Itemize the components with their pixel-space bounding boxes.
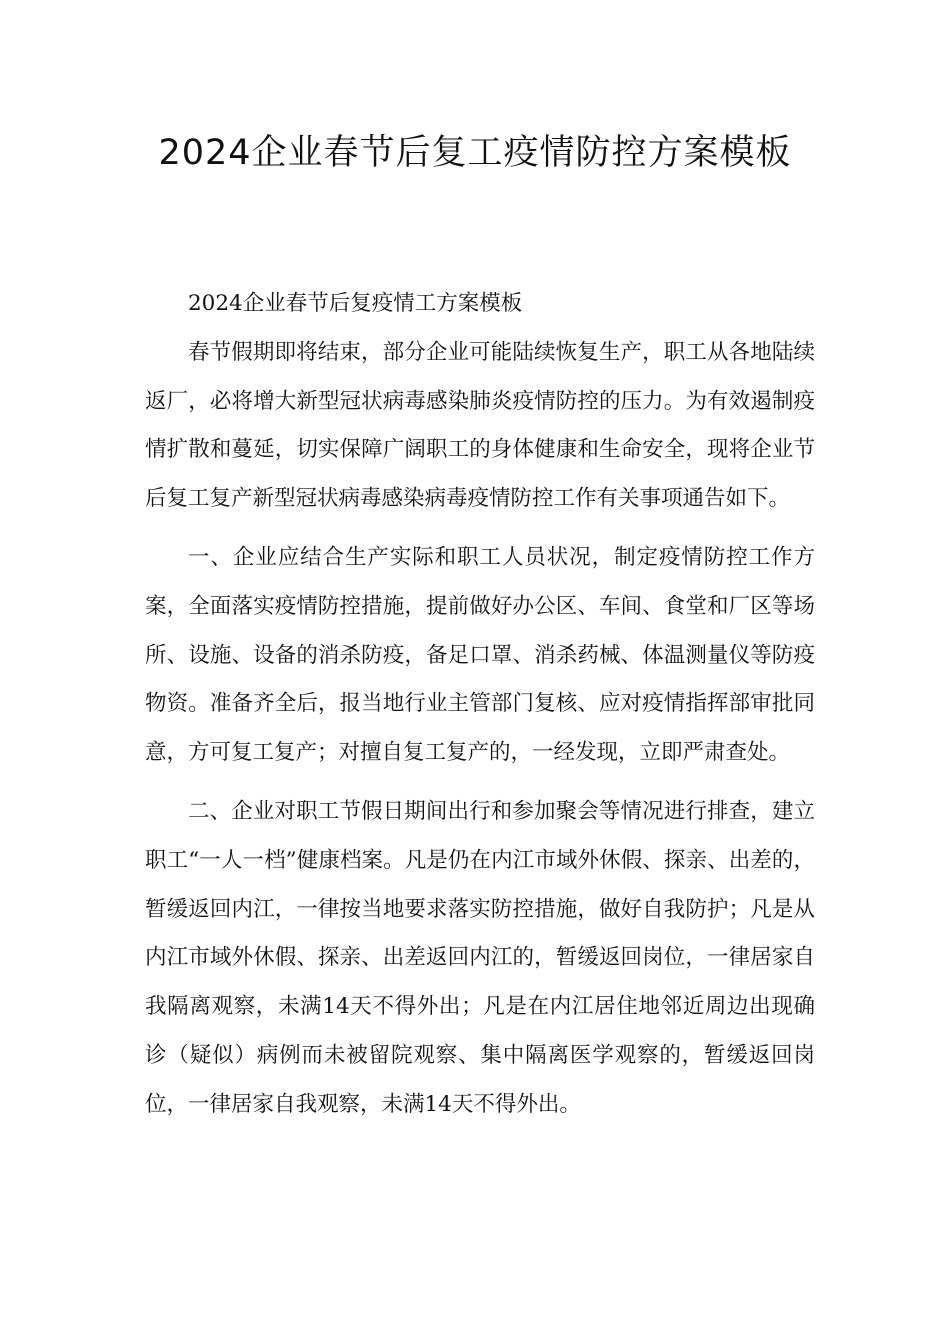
paragraph-intro: 春节假期即将结束，部分企业可能陆续恢复生产，职工从各地陆续返厂，必将增大新型冠状病毒感染肺炎疫情防控的压力。为有效遏制疫情扩散和蔓延，切实保障广阔职工的身体健康和生命安全，现将企业节后复工复产新型冠状病毒感染病毒疫情防控工作有关事项通告如下。 bbox=[145, 339, 815, 512]
document-title: 2024企业春节后复工疫情防控方案模板 bbox=[158, 133, 792, 173]
paragraph-section-1: 一、企业应结合生产实际和职工人员状况，制定疫情防控工作方案，全面落实疫情防控措施，提前做好办公区、车间、食堂和厂区等场所、设施、设备的消杀防疫，备足口罩、消杀药械、体温测量仪等防疫物资。准备齐全后，报当地行业主管部门复核、应对疫情指挥部审批同意，方可复工复产；对擅自复工复产的，一经发现，立即严肃查处。 bbox=[145, 544, 815, 766]
document-subtitle: 2024企业春节后复疫情工方案模板 bbox=[188, 291, 523, 316]
document-body bbox=[145, 280, 815, 1130]
paragraph-section-2: 二、企业对职工节假日期间出行和参加聚会等情况进行排查，建立职工“一人一档”健康档案。凡是仍在内江市域外休假、探亲、出差的，暂缓返回内江，一律按当地要求落实防控措施，做好自我防护；凡是从内江市域外休假、探亲、出差返回内江的，暂缓返回岗位，一律居家自我隔离观察，未满14天不得外出；凡是在内江居住地邻近周边出现确诊（疑似）病例而未被留院观察、集中隔离医学观察的，暂缓返回岗位，一律居家自我观察，未满14天不得外出。 bbox=[145, 798, 815, 1117]
